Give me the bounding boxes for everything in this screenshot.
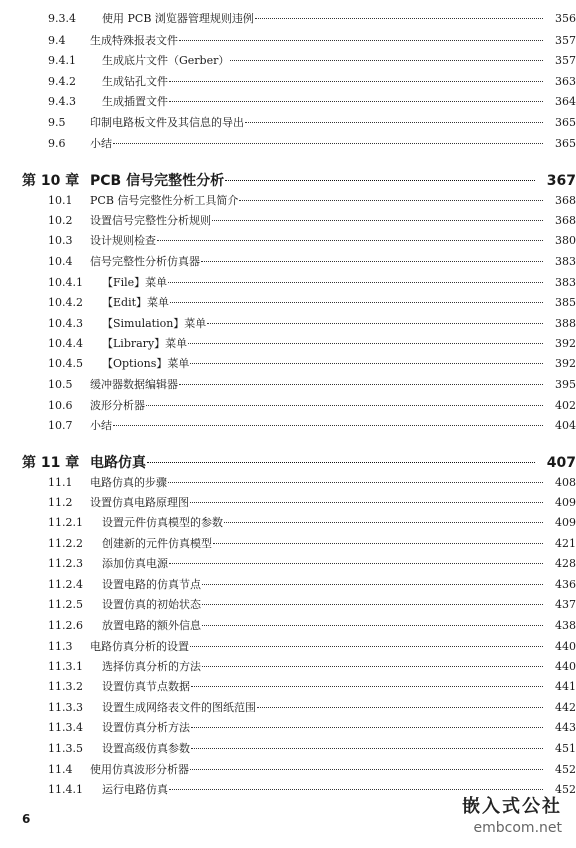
toc-entry-number: 9.5 [48,116,66,129]
toc-entry [0,357,576,371]
dot-leader [170,302,543,303]
toc-entry-number: 9.4.2 [48,75,76,88]
toc-entry-page: 440 [555,660,576,673]
toc-entry [0,255,576,269]
toc-entry-number: 11.2.5 [48,598,83,611]
toc-entry-page: 365 [555,137,576,150]
toc-entry-page: 437 [555,598,576,611]
toc-entry-number: 9.4.3 [48,95,76,108]
toc-entry [0,557,576,571]
toc-chapter-entry [0,172,576,190]
toc-entry-page: 407 [546,455,576,471]
toc-entry-title: 设置仿真节点数据 [102,680,190,693]
toc-entry-page: 443 [555,721,576,734]
toc-entry-number: 第 11 章 [22,455,80,471]
toc-entry [0,296,576,310]
dot-leader [188,343,543,344]
toc-entry-page: 408 [555,476,576,489]
dot-leader [213,543,543,544]
dot-leader [190,363,543,364]
toc-entry-title: 电路仿真的步骤 [90,476,167,489]
dot-leader [202,625,543,626]
toc-entry-title: PCB 信号完整性分析 [90,173,225,189]
toc-entry-page: 428 [555,557,576,570]
toc-entry-page: 385 [555,296,576,309]
dot-leader [207,323,543,324]
toc-entry-number: 9.4 [48,34,66,47]
toc-entry [0,537,576,551]
toc-entry [0,75,576,89]
toc-entry-title: 小结 [90,419,112,432]
dot-leader [191,748,543,749]
toc-entry-number: 9.6 [48,137,66,150]
toc-entry-number: 10.4.1 [48,276,83,289]
toc-entry-page: 395 [555,378,576,391]
toc-entry-number: 第 10 章 [22,173,80,189]
toc-entry-number: 11.3.1 [48,660,83,673]
dot-leader [179,384,543,385]
toc-entry-number: 9.3.4 [48,12,76,25]
dot-leader [169,81,543,82]
toc-entry [0,640,576,654]
toc-entry-title: 生成底片文件（Gerber） [102,54,230,67]
toc-entry-page: 357 [555,54,576,67]
dot-leader [169,101,543,102]
toc-entry-page: 388 [555,317,576,330]
toc-entry-page: 452 [555,763,576,776]
toc-entry-title: 电路仿真 [90,455,146,471]
toc-entry-page: 404 [555,419,576,432]
toc-entry-title: 放置电路的额外信息 [102,619,201,632]
toc-entry [0,660,576,674]
toc-entry [0,116,576,130]
dot-leader [239,200,543,201]
toc-entry-page: 421 [555,537,576,550]
dot-leader [201,261,543,262]
dot-leader [113,143,543,144]
toc-entry-title: 生成钻孔文件 [102,75,168,88]
toc-entry-number: 9.4.1 [48,54,76,67]
toc-entry [0,419,576,433]
toc-entry-title: 使用仿真波形分析器 [90,763,189,776]
toc-entry-page: 441 [555,680,576,693]
toc-entry-title: 生成插置文件 [102,95,168,108]
toc-entry [0,680,576,694]
dot-leader [225,180,535,181]
dot-leader [179,40,543,41]
toc-entry-number: 10.4.2 [48,296,83,309]
dot-leader [168,482,543,483]
toc-entry [0,378,576,392]
toc-entry [0,476,576,490]
watermark-url: embcom.net [473,820,562,836]
toc-entry [0,317,576,331]
toc-entry-page: 365 [555,116,576,129]
toc-entry-page: 383 [555,276,576,289]
toc-entry-number: 11.2.1 [48,516,83,529]
toc-entry-page: 380 [555,234,576,247]
toc-entry-title: 选择仿真分析的方法 [102,660,201,673]
toc-entry-number: 10.7 [48,419,73,432]
dot-leader [147,462,535,463]
toc-entry-page: 364 [555,95,576,108]
toc-entry-number: 10.5 [48,378,73,391]
toc-entry [0,721,576,735]
toc-entry-title: 设计规则检查 [90,234,156,247]
toc-entry [0,399,576,413]
toc-entry-title: 【Edit】菜单 [102,296,170,309]
toc-entry-page: 363 [555,75,576,88]
dot-leader [245,122,543,123]
toc-entry [0,516,576,530]
toc-entry-title: 【Library】菜单 [102,337,188,350]
toc-entry [0,742,576,756]
toc-entry-title: 设置电路的仿真节点 [102,578,201,591]
toc-entry-number: 11.3.5 [48,742,83,755]
dot-leader [202,604,543,605]
dot-leader [190,769,543,770]
toc-entry [0,701,576,715]
toc-entry [0,54,576,68]
toc-entry-number: 10.4.3 [48,317,83,330]
toc-entry-title: 印制电路板文件及其信息的导出 [90,116,244,129]
toc-entry-title: 缓冲器数据编辑器 [90,378,178,391]
toc-entry-title: 使用 PCB 浏览器管理规则违例 [102,12,254,25]
toc-entry-number: 11.4.1 [48,783,83,796]
toc-entry [0,234,576,248]
toc-entry-title: 电路仿真分析的设置 [90,640,189,653]
dot-leader [202,666,543,667]
toc-entry [0,337,576,351]
toc-entry-number: 11.3.3 [48,701,83,714]
toc-entry-number: 10.4.5 [48,357,83,370]
toc-entry-page: 451 [555,742,576,755]
toc-entry [0,12,576,26]
toc-entry-number: 11.3 [48,640,73,653]
toc-chapter-entry [0,454,576,472]
toc-entry [0,763,576,777]
toc-entry-title: 【File】菜单 [102,276,168,289]
toc-entry-title: 信号完整性分析仿真器 [90,255,200,268]
toc-entry-page: 392 [555,337,576,350]
toc-entry-title: 设置高级仿真参数 [102,742,190,755]
dot-leader [202,584,543,585]
toc-entry-title: 生成特殊报表文件 [90,34,178,47]
toc-entry-title: 小结 [90,137,112,150]
toc-entry-page: 452 [555,783,576,796]
dot-leader [190,646,543,647]
toc-entry [0,194,576,208]
watermark-chinese-text: 嵌入式公社 [462,796,562,817]
toc-entry-number: 11.3.2 [48,680,83,693]
toc-entry-page: 436 [555,578,576,591]
toc-entry-page: 368 [555,214,576,227]
toc-entry-title: 设置仿真的初始状态 [102,598,201,611]
toc-entry-page: 409 [555,496,576,509]
toc-entry-number: 11.2.3 [48,557,83,570]
toc-entry [0,137,576,151]
toc-entry-title: 波形分析器 [90,399,145,412]
toc-entry-title: 【Options】菜单 [102,357,190,370]
toc-entry-number: 11.1 [48,476,73,489]
toc-entry-number: 10.4.4 [48,337,83,350]
dot-leader [191,686,543,687]
dot-leader [212,220,543,221]
toc-entry-page: 368 [555,194,576,207]
toc-entry-title: 设置元件仿真模型的参数 [102,516,223,529]
toc-entry-number: 10.4 [48,255,73,268]
toc-entry-title: 设置仿真分析方法 [102,721,190,734]
toc-entry-number: 10.3 [48,234,73,247]
dot-leader [169,789,543,790]
toc-entry [0,95,576,109]
toc-entry-page: 440 [555,640,576,653]
toc-entry-number: 11.2 [48,496,73,509]
dot-leader [169,563,543,564]
toc-entry-title: PCB 信号完整性分析工具简介 [90,194,239,207]
dot-leader [157,240,543,241]
toc-entry-number: 11.2.4 [48,578,83,591]
toc-entry [0,578,576,592]
dot-leader [168,282,543,283]
dot-leader [191,727,543,728]
toc-entry-title: 【Simulation】菜单 [102,317,207,330]
toc-entry-number: 11.2.2 [48,537,83,550]
toc-entry-page: 367 [546,173,576,189]
page-number: 6 [22,812,31,826]
toc-entry-title: 设置信号完整性分析规则 [90,214,211,227]
toc-entry [0,214,576,228]
dot-leader [224,522,543,523]
toc-entry [0,496,576,510]
toc-entry [0,619,576,633]
toc-entry [0,34,576,48]
toc-entry-title: 设置仿真电路原理图 [90,496,189,509]
dot-leader [190,502,543,503]
toc-entry-title: 添加仿真电源 [102,557,168,570]
toc-entry-number: 11.3.4 [48,721,83,734]
dot-leader [230,60,543,61]
toc-entry-page: 402 [555,399,576,412]
dot-leader [113,425,543,426]
toc-entry-number: 10.6 [48,399,73,412]
toc-entry [0,598,576,612]
toc-entry-number: 10.1 [48,194,73,207]
toc-entry-page: 392 [555,357,576,370]
dot-leader [257,707,543,708]
toc-entry-number: 10.2 [48,214,73,227]
toc-entry-page: 356 [555,12,576,25]
toc-entry-title: 设置生成网络表文件的图纸范围 [102,701,256,714]
toc-entry-page: 442 [555,701,576,714]
toc-entry-number: 11.2.6 [48,619,83,632]
toc-entry-page: 383 [555,255,576,268]
toc-entry-page: 357 [555,34,576,47]
toc-entry-title: 运行电路仿真 [102,783,168,796]
watermark [462,792,562,836]
toc-entry-title: 创建新的元件仿真模型 [102,537,212,550]
dot-leader [146,405,543,406]
toc-entry-page: 438 [555,619,576,632]
dot-leader [255,18,543,19]
toc-entry-page: 409 [555,516,576,529]
toc-entry-number: 11.4 [48,763,73,776]
toc-entry [0,276,576,290]
